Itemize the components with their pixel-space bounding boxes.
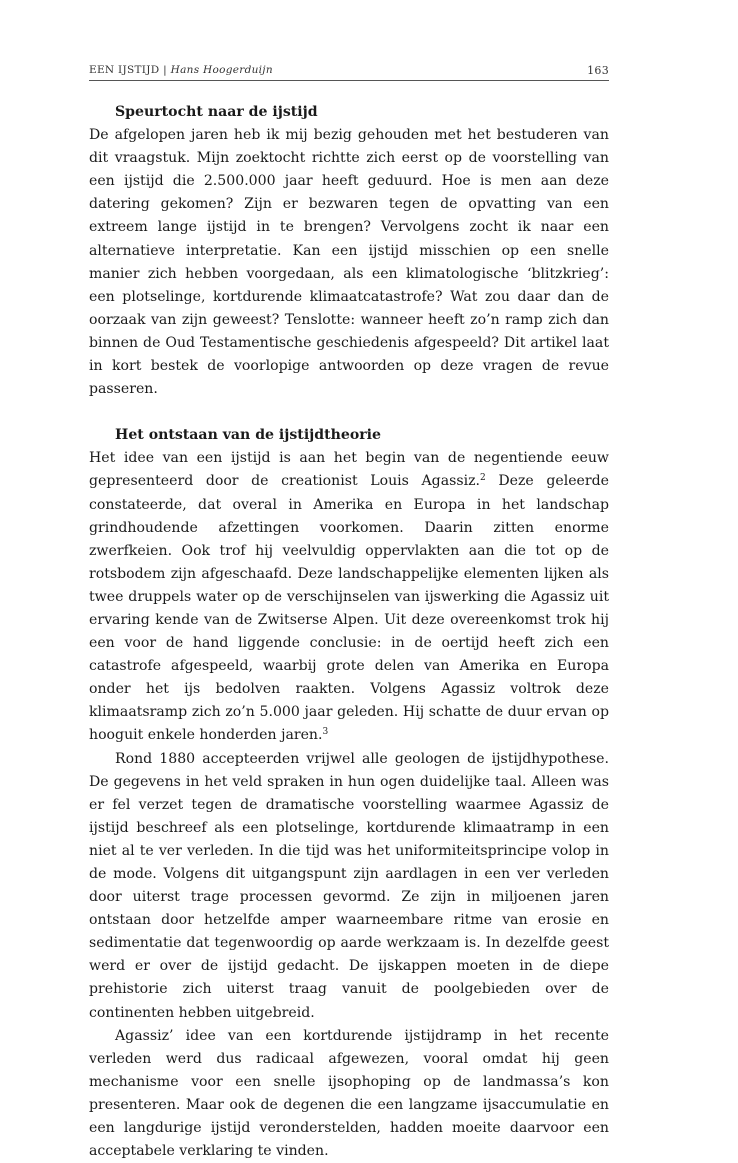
running-title-separator: | <box>159 64 171 76</box>
book-page <box>89 58 609 1163</box>
paragraph-ontstaan-1 <box>89 447 609 747</box>
running-author: Hans Hoogerduijn <box>170 64 273 76</box>
paragraph-ontstaan-2: Rond 1880 accepteerden vrijwel alle geologen de ijstijdhypothese. De gegevens in het veld spraken in hun ogen duidelijke taal. Alleen was er fel verzet tegen de dramatische voorstelling waarmee Agassiz de ijstijd beschreef als een plotselinge, kortdurende klimaatramp in een niet al te ver verleden. In die tijd was het uniformiteitsprincipe volop in de mode. Volgens dit uitgangspunt zijn aardlagen in een ver verleden door uiterst trage processen gevormd. Ze zijn in miljoenen jaren ontstaan door hetzelfde amper waarneembare ritme van erosie en sedimentatie dat tegenwoordig op aarde werkzaam is. In dezelfde geest werd er over de ijstijd gedacht. De ijskappen moeten in de diepe prehistorie zich uiterst traag vanuit de poolgebieden over de continenten hebben uitgebreid. <box>89 750 609 1021</box>
running-title-text: EEN IJSTIJD <box>89 64 160 76</box>
page-body <box>89 101 609 1163</box>
section-heading-speurtocht: Speurtocht naar de ijstijd <box>115 104 318 120</box>
paragraph-text: Deze geleerde constateerde, dat overal in Amerika en Europa in het landschap grindhoudende afzettingen voorkomen. Daarin zitten enorme zwerfkeien. Ook trof hij veelvuldig oppervlakten aan die tot op de rotsbodem zijn afgeschaafd. Deze landschappelijke elementen lijken als twee druppels water op de verschijnselen van ijswerking die Agassiz uit ervaring kende van de Zwitserse Alpen. Uit deze overeenkomst trok hij een voor de hand liggende conclusie: in de oertijd heeft zich een catastrofe afgespeeld, waarbij grote delen van Amerika en Europa onder het ijs bedolven raakten. Volgens Agassiz voltrok deze klimaatsramp zich zo’n 5.000 jaar geleden. Hij schatte de duur ervan op hooguit enkele honderden jaren. <box>89 473 609 744</box>
footnote-ref-2[interactable]: 2 <box>479 473 486 484</box>
paragraph-speurtocht: De afgelopen jaren heb ik mij bezig gehouden met het bestuderen van dit vraagstuk. Mijn zoektocht richtte zich eerst op de voorstelling van een ijstijd die 2.500.000 jaar heeft geduurd. Hoe is men aan deze datering gekomen? Zijn er bezwaren tegen de opvatting van een extreem lange ijstijd in te brengen? Vervolgens zocht ik naar een alternatieve interpretatie. Kan een ijstijd misschien op een snelle manier zich hebben voorgedaan, als een klimatologische ‘blitzkrieg’: een plotselinge, kortdurende klimaatcatastrofe? Wat zou daar dan de oorzaak van zijn geweest? Tenslotte: wanneer heeft zo’n ramp zich dan binnen de Oud Testamentische geschiedenis afgespeeld? Dit artikel laat in kort bestek de voorlopige antwoorden op deze vragen de revue passeren. <box>89 127 609 398</box>
running-title <box>89 64 273 76</box>
footnote-ref-3[interactable]: 3 <box>322 727 329 738</box>
paragraph-ontstaan-3: Agassiz’ idee van een kortdurende ijstijdramp in het recente verleden werd dus radicaal afgewezen, vooral omdat hij geen mechanisme voor een snelle ijsophoping op de landmassa’s kon presenteren. Maar ook de degenen die een langzame ijsaccumulatie en een langdurige ijstijd veronderstelden, hadden moeite daarvoor een acceptabele verklaring te vinden. <box>89 1027 609 1160</box>
section-heading-ontstaan: Het ontstaan van de ijstijdtheorie <box>115 427 381 444</box>
paragraph-text: Het idee van een ijstijd is aan het begin van de negentiende eeuw gepresenteerd door de creationist Louis Agassiz. <box>89 450 609 490</box>
page-number: 163 <box>587 64 609 77</box>
running-header <box>89 58 609 81</box>
